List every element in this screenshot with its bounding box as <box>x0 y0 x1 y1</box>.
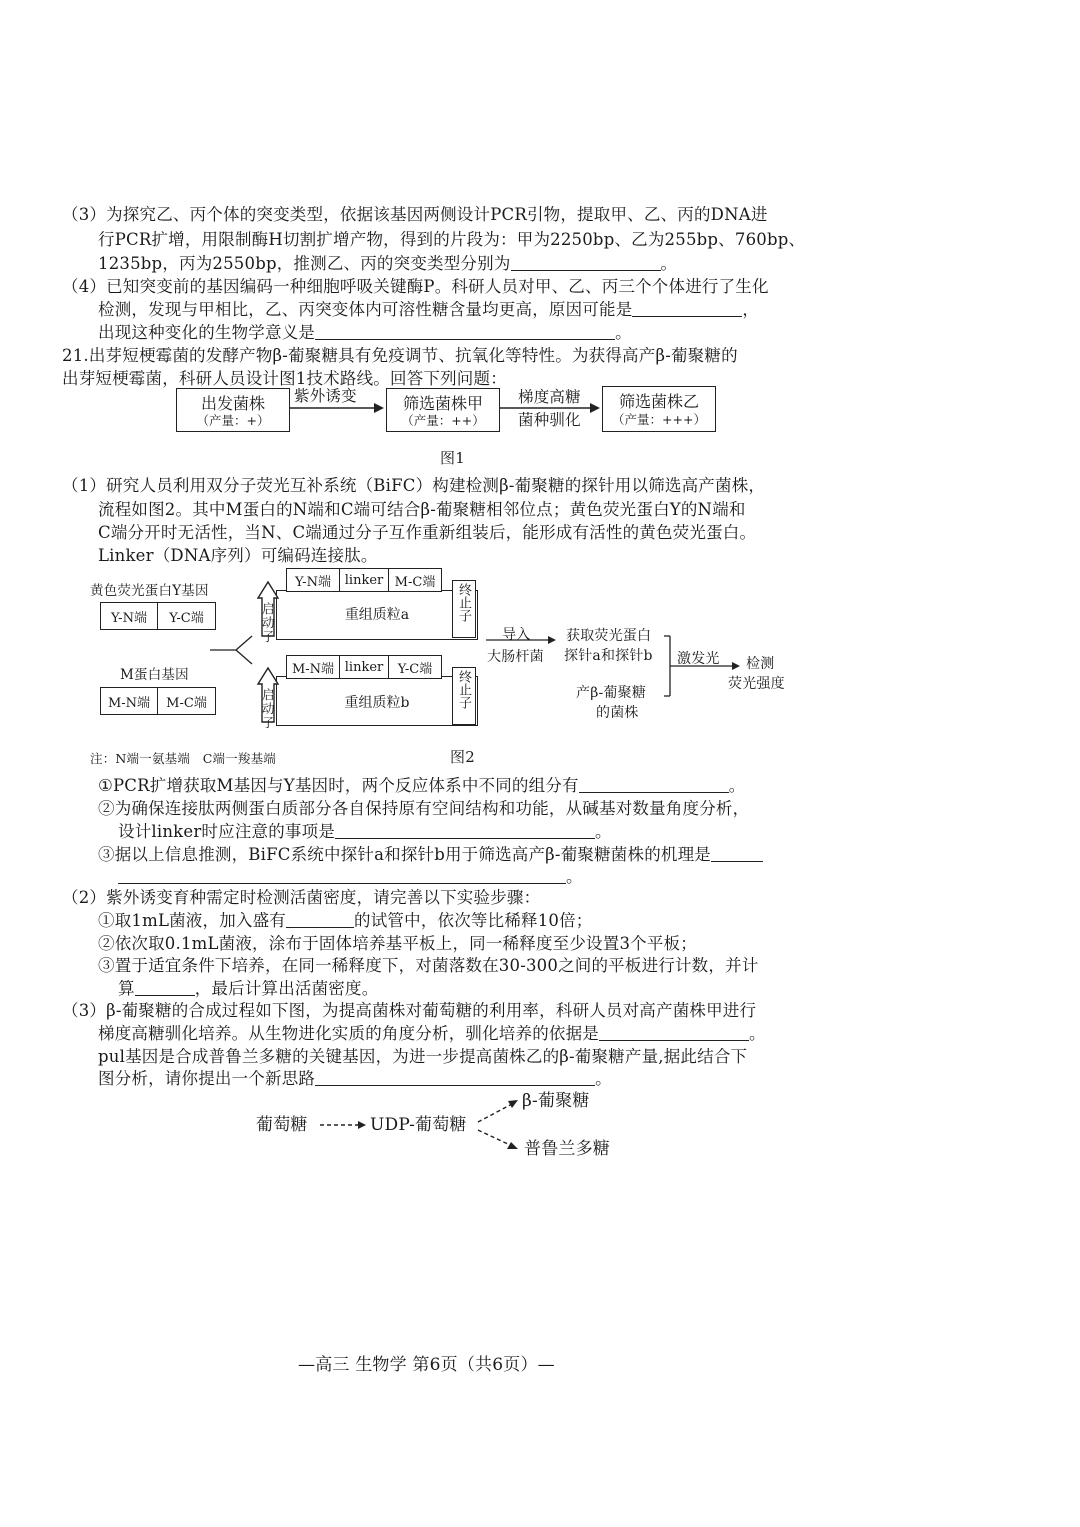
fig2-caption: 图2 <box>450 748 475 766</box>
fig2-insert-a-mc: M-C端 <box>394 574 436 590</box>
q20-p4-line1: （4）已知突变前的基因编码一种细胞呼吸关键酶P。科研人员对甲、乙、丙三个个体进行了生化 <box>62 277 769 296</box>
p1-line4: Linker（DNA序列）可编码连接肽。 <box>98 546 378 565</box>
comma: ， <box>742 300 760 319</box>
fig2-yc-cell: Y-C端 <box>169 610 204 626</box>
q20-p3-line3-text: 1235bp，丙为2550bp，推测乙、丙的突变类型分别为 <box>98 254 511 273</box>
p1-sub2-line2-text: 设计linker时应注意的事项是 <box>118 822 336 841</box>
p1-line3: C端分开时无活性，当N、C端通过分子互作重新组装后，能形成有活性的黄色荧光蛋白。 <box>98 523 757 542</box>
fig1-arrow2-label-1: 梯度高糖 <box>518 388 581 406</box>
q21-intro-line1: 21.出芽短梗霉菌的发酵产物β-葡聚糖具有免疫调节、抗氧化等特性。为获得高产β-葡聚糖的 <box>62 346 738 365</box>
page-footer: —高三 生物学 第6页（共6页）— <box>298 1355 555 1375</box>
p1-sub2-line1: ②为确保连接肽两侧蛋白质部分各自保持原有空间结构和功能，从碱基对数量角度分析， <box>98 799 750 818</box>
p3-line3: pul基因是合成普鲁兰多糖的关键基因，为进一步提高菌株乙的β-葡聚糖产量,据此结合下 <box>98 1047 748 1066</box>
fig3-udp-glucose: UDP-葡萄糖 <box>370 1115 467 1135</box>
fig2-import-1: 导入 <box>502 627 531 643</box>
fig2-insert-a-linker: linker <box>340 569 389 591</box>
fig1-caption: 图1 <box>440 449 465 467</box>
p2-line1: （2）紫外诱变育种需定时检测活菌密度，请完善以下实验步骤： <box>62 888 541 907</box>
fig1-box3-sub: （产量：+++） <box>612 412 706 427</box>
fig1-box2-title: 筛选菌株甲 <box>402 393 483 413</box>
fig2-import-2: 大肠杆菌 <box>487 649 544 665</box>
p1-sub1-text: ①PCR扩增获取M基因与Y基因时，两个反应体系中不同的组分有 <box>98 776 579 795</box>
q20-p4-line2-text: 检测，发现与甲相比，乙、丙突变体内可溶性糖含量均更高，原因可能是 <box>98 300 633 319</box>
fig2-mn-cell: M-N端 <box>101 688 158 714</box>
fig2-m-gene-label: M蛋白基因 <box>120 667 189 683</box>
p2-step1-b: 的试管中，依次等比稀释10倍； <box>354 911 593 930</box>
fig1-box3-title: 筛选菌株乙 <box>618 391 699 411</box>
fig2-strain-1: 产β-葡聚糖 <box>576 685 647 701</box>
fig2-terminator-b-label: 终止子 <box>456 670 471 709</box>
p2-step3-line1: ③置于适宜条件下培养，在同一稀释度下，对菌落数在30-300之间的平板进行计数，并计 <box>98 956 759 975</box>
fig2-obtain-1: 获取荧光蛋白 <box>566 628 652 644</box>
p2-step2: ②依次取0.1mL菌液，涂布于固体培养基平板上，同一稀释度至少设置3个平板； <box>98 934 697 953</box>
fig2-insert-b-linker: linker <box>340 656 389 678</box>
fig2-obtain-2: 探针a和探针b <box>564 648 653 664</box>
fig2-plasmid-a-label: 重组质粒a <box>344 607 410 623</box>
fig2-terminator-a-label: 终止子 <box>456 583 471 622</box>
q21-intro-line2: 出芽短梗霉菌，科研人员设计图1技术路线。回答下列问题： <box>62 369 507 388</box>
fig2-yn-cell: Y-N端 <box>101 603 158 629</box>
fig1-box2-sub: （产量：++） <box>401 413 485 428</box>
q20-p3-line2: 行PCR扩增，用限制酶H切割扩增产物，得到的片段为：甲为2250bp、乙为255bp、760bp、 <box>98 230 806 249</box>
p2-step1-a: ①取1mL菌液，加入盛有 <box>98 911 287 930</box>
fig2-insert-b-mn: M-N端 <box>287 656 340 678</box>
p1-line1: （1）研究人员利用双分子荧光互补系统（BiFC）构建检测β-葡聚糖的探针用以筛选高产菌株， <box>62 476 766 495</box>
fig2-mc-cell: M-C端 <box>166 695 207 711</box>
fig2-y-gene-label: 黄色荧光蛋白Y基因 <box>90 583 209 599</box>
fig2-insert-a-yn: Y-N端 <box>287 569 340 591</box>
p1-line2: 流程如图2。其中M蛋白的N端和C端可结合β-葡聚糖相邻位点；黄色荧光蛋白Y的N端和 <box>98 500 746 519</box>
period: 。 <box>660 254 678 273</box>
p3-line1: （3）β-葡聚糖的合成过程如下图，为提高菌株对葡萄糖的利用率，科研人员对高产菌株甲进行 <box>62 1001 757 1020</box>
period: 。 <box>615 323 632 342</box>
fig2-note: 注：N端一氨基端 C端一羧基端 <box>90 751 277 766</box>
fig1-arrow2-label-2: 菌种驯化 <box>518 411 581 429</box>
period: 。 <box>749 1024 766 1043</box>
fig1-arrow1-label: 紫外诱变 <box>294 387 357 405</box>
p2-step3-a: 算 <box>118 979 135 998</box>
period: 。 <box>595 1069 612 1088</box>
fig2-promoter-a-label: 启动子 <box>262 601 275 644</box>
fig2-plasmid-b-label: 重组质粒b <box>344 695 410 711</box>
q20-p3-line1: （3）为探究乙、丙个体的突变类型，依据该基因两侧设计PCR引物，提取甲、乙、丙的DNA进 <box>62 205 768 224</box>
period: 。 <box>595 822 612 841</box>
fig3-beta-glucan: β-葡聚糖 <box>522 1091 590 1111</box>
q20-p4-line3-text: 出现这种变化的生物学意义是 <box>98 323 316 342</box>
fig1-box1-title: 出发菌株 <box>200 393 265 413</box>
period: 。 <box>728 776 746 795</box>
p1-sub3-text: ③据以上信息推测，BiFC系统中探针a和探针b用于筛选高产β-葡聚糖菌株的机理是 <box>98 845 711 864</box>
fig2-insert-b-yc: Y-C端 <box>397 661 433 677</box>
fig2-strain-2: 的菌株 <box>596 705 639 721</box>
fig3-pullulan: 普鲁兰多糖 <box>524 1139 610 1159</box>
fig1-box1-sub: （产量：+） <box>196 413 270 428</box>
fig2-detect-2: 荧光强度 <box>728 676 785 692</box>
fig2-excite: 激发光 <box>677 651 720 667</box>
fig3-glucose: 葡萄糖 <box>256 1115 308 1135</box>
fig2-detect-1: 检测 <box>746 656 775 672</box>
fig2-promoter-b-label: 启动子 <box>262 687 275 730</box>
p3-line2-text: 梯度高糖驯化培养。从生物进化实质的角度分析，驯化培养的依据是 <box>98 1024 599 1043</box>
p2-step3-b: ，最后计算出活菌密度。 <box>194 979 379 998</box>
p3-line4-text: 图分析，请你提出一个新思路 <box>98 1069 316 1088</box>
period: 。 <box>566 867 583 886</box>
